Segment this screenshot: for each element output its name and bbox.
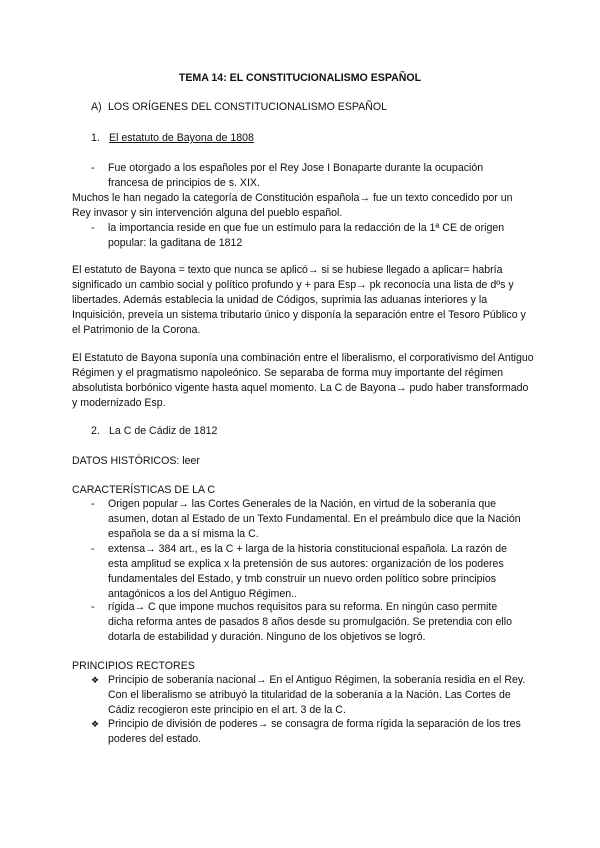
caracteristica-item-origen (91, 497, 521, 542)
dash-bullet-2 (91, 221, 521, 251)
caracteristica-text: rígida→ C que impone muchos requisitos para su reforma. En ningún caso permite dicha reforma antes de pasados 8 años desde su promulgación. Se pretendia con ello dotarla de estabilidad y duración. Ninguno de los objetivos se logró. (108, 601, 513, 643)
dash-marker: - (91, 498, 95, 510)
caracteristica-item-rigida (91, 600, 521, 645)
section-a-heading (91, 100, 387, 115)
section-a-label: A) (91, 101, 102, 113)
caracteristica-text: Origen popular→ las Cortes Generales de la Nación, en virtud de la soberanía que asumen, dotan al Estado de un Texto Fundamental. En el preámbulo dice que la Nación española se da a sí misma la C. (108, 498, 521, 540)
document-title: TEMA 14: EL CONSTITUCIONALISMO ESPAÑOL (178, 72, 422, 84)
dash-bullet-2-text: la importancia reside en que fue un estímulo para la redacción de la 1ª CE de origen popular: la gaditana de 1812 (108, 222, 505, 249)
principio-item-soberania (91, 673, 531, 718)
caracteristica-text: extensa→ 384 art., es la C + larga de la historia constitucional española. La razón de esta amplitud se explica x la pretensión de sus autores: organización de los poderes fundamentales del Estado, y tmb construir un nuevo orden político sobre principios antagónicos a los del Antiguo Régimen.. (108, 543, 507, 600)
item-2-text: La C de Cádiz de 1812 (109, 425, 218, 437)
dash-marker: - (91, 162, 95, 174)
paragraph-2: El estatuto de Bayona = texto que nunca se aplicó→ si se hubiese llegado a aplicar= habría significado un cambio social y político profundo y + para Esp→ pk reconocía una lista de dºs y libertades. Además establecia la unidad de Códigos, suprimia las aduanas interiores y la Inquisición, preveía un sistema tributario único y disponía la separación entre el Tesoro Público y el Patrimonio de la Corona. (72, 264, 526, 336)
datos-historicos: DATOS HISTÓRICOS: leer (72, 455, 200, 467)
caracteristica-item-extensa (91, 542, 521, 602)
item-1-heading (91, 131, 254, 146)
principio-text: Principio de soberanía nacional→ En el Antiguo Régimen, la soberanía residia en el Rey. Con el liberalismo se atribuyó la titularidad de la soberanía a la Nación. Las Cortes de Cádiz recogieron este principio en el art. 3 de la C. (108, 674, 526, 716)
dash-marker: - (91, 543, 95, 555)
item-1-text: El estatuto de Bayona de 1808 (109, 132, 254, 144)
dash-marker: - (91, 222, 95, 234)
item-2-label: 2. (91, 425, 100, 437)
item-1-label: 1. (91, 132, 100, 144)
dash-bullet-1 (91, 161, 521, 191)
paragraph-1: Muchos le han negado la categoría de Constitución española→ fue un texto concedido por un Rey invasor y sin intervención alguna del pueblo español. (72, 192, 513, 219)
caracteristicas-heading: CARACTERÍSTICAS DE LA C (72, 484, 216, 496)
dash-marker: - (91, 601, 95, 613)
item-2-heading (91, 424, 217, 439)
principio-text: Principio de división de poderes→ se consagra de forma rígida la separación de los tres poderes del estado. (108, 718, 521, 745)
principio-item-division (91, 717, 531, 747)
diamond-bullet-icon: ❖ (91, 675, 100, 685)
section-a-text: LOS ORÍGENES DEL CONSTITUCIONALISMO ESPAÑOL (108, 101, 388, 113)
principios-heading: PRINCIPIOS RECTORES (72, 660, 195, 672)
paragraph-3: El Estatuto de Bayona suponía una combinación entre el liberalismo, el corporativismo del Antiguo Régimen y el pragmatismo napoleónico. Se separaba de forma muy importante del régimen absolutista borbónico vigente hasta aquel momento. La C de Bayona→ pudo haber transformado y modernizado Esp. (72, 352, 534, 409)
dash-bullet-1-text: Fue otorgado a los españoles por el Rey Jose I Bonaparte durante la ocupación francesa de principios de s. XIX. (108, 162, 484, 189)
diamond-bullet-icon: ❖ (91, 719, 100, 729)
